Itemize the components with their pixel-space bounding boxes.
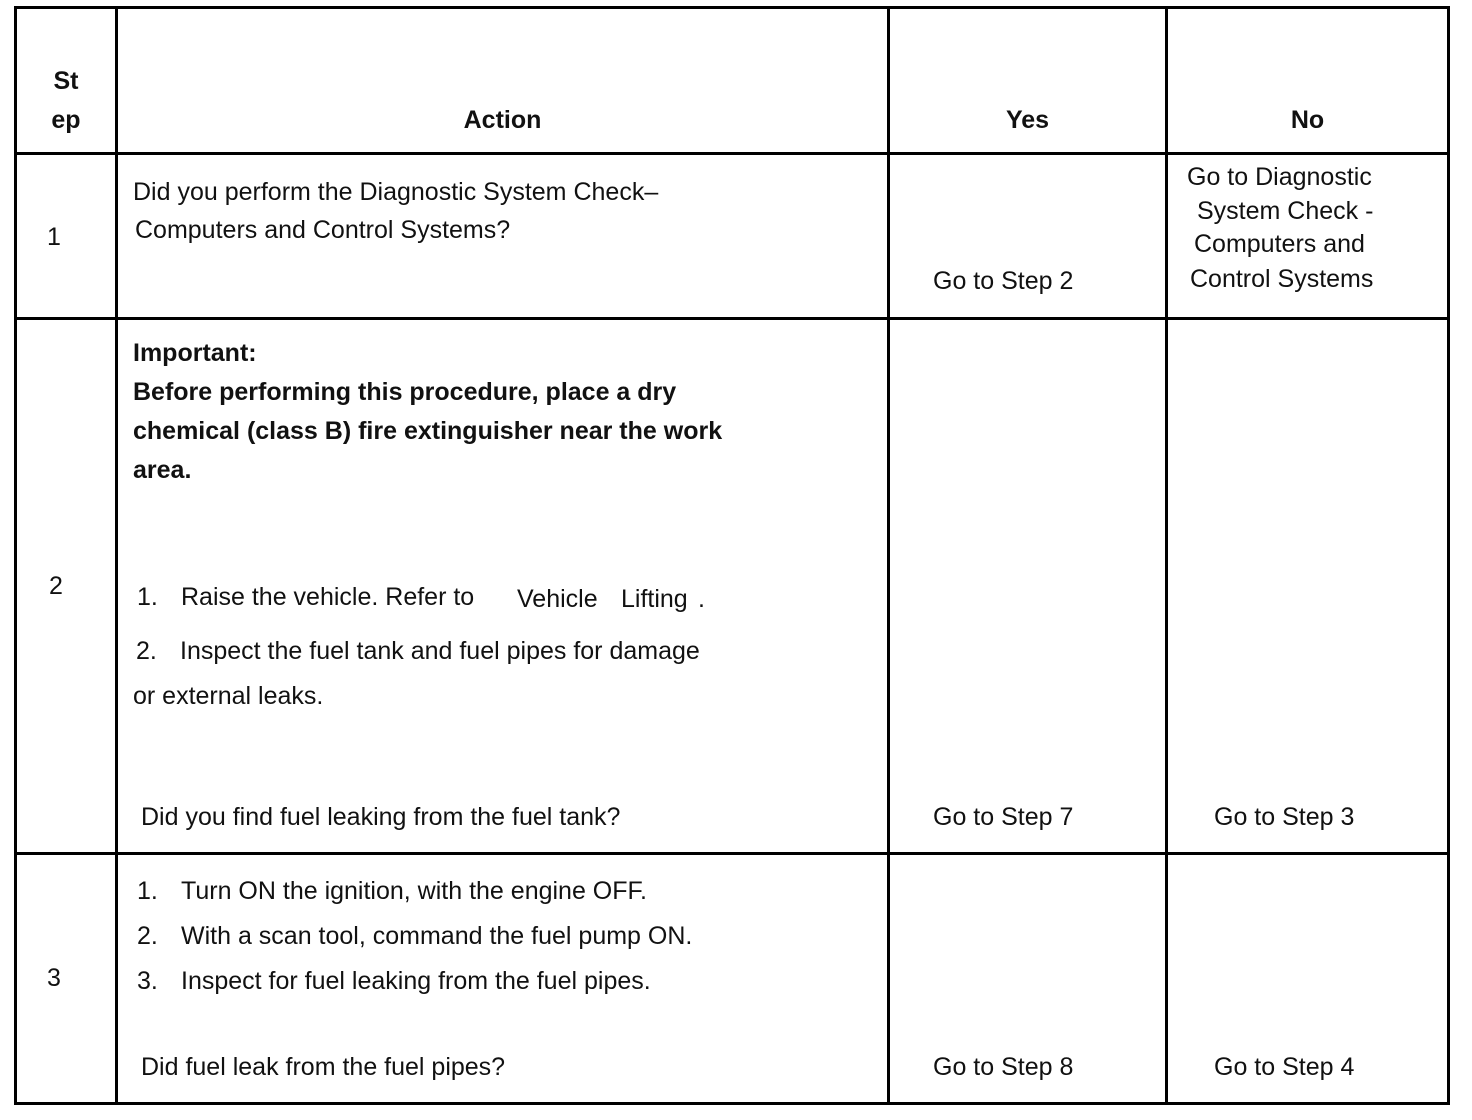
row-2-item2-text: Inspect the fuel tank and fuel pipes for damage bbox=[180, 637, 700, 665]
row-3-step: 3 bbox=[47, 964, 61, 992]
row-divider-2 bbox=[14, 852, 1450, 855]
row-1-no-line2[interactable]: System Check - bbox=[1197, 197, 1374, 225]
header-yes: Yes bbox=[1005, 106, 1050, 134]
row-2-question: Did you find fuel leaking from the fuel tank? bbox=[141, 803, 621, 831]
row-divider-1 bbox=[14, 317, 1450, 320]
row-1-action-line2: Computers and Control Systems? bbox=[135, 216, 511, 244]
vehicle-lifting-link-part1[interactable]: Vehicle bbox=[517, 585, 598, 613]
header-no: No bbox=[1290, 106, 1325, 134]
row-1-no-line4[interactable]: Control Systems bbox=[1190, 265, 1374, 293]
header-action: Action bbox=[463, 106, 542, 134]
table-border-bottom bbox=[14, 1102, 1450, 1105]
row-1-yes[interactable]: Go to Step 2 bbox=[933, 267, 1074, 295]
vehicle-lifting-link-part2[interactable]: Lifting bbox=[621, 585, 688, 613]
row-2-yes[interactable]: Go to Step 7 bbox=[933, 803, 1074, 831]
important-label: Important: bbox=[133, 339, 257, 367]
row-1-step: 1 bbox=[47, 223, 61, 251]
table-border-left bbox=[14, 6, 17, 1105]
row-3-item1-text: Turn ON the ignition, with the engine OFF. bbox=[181, 877, 647, 905]
row-1-action-line1: Did you perform the Diagnostic System Check– bbox=[133, 178, 659, 206]
table-border-right bbox=[1447, 6, 1450, 1105]
important-line2: chemical (class B) fire extinguisher near the work bbox=[133, 417, 723, 445]
row-3-question: Did fuel leak from the fuel pipes? bbox=[141, 1053, 506, 1081]
row-2-item2-continuation: or external leaks. bbox=[133, 682, 324, 710]
row-3-item2-text: With a scan tool, command the fuel pump ON. bbox=[181, 922, 693, 950]
row-3-item2-number: 2. bbox=[137, 922, 158, 950]
header-divider bbox=[14, 152, 1450, 155]
row-3-item3-text: Inspect for fuel leaking from the fuel pipes. bbox=[181, 967, 651, 995]
row-3-item1-number: 1. bbox=[137, 877, 158, 905]
row-2-item2-number: 2. bbox=[136, 637, 157, 665]
row-1-no-line1[interactable]: Go to Diagnostic bbox=[1187, 163, 1372, 191]
row-3-no[interactable]: Go to Step 4 bbox=[1214, 1053, 1355, 1081]
important-line1: Before performing this procedure, place a dry bbox=[133, 378, 677, 406]
column-divider-step bbox=[115, 6, 118, 1105]
row-3-yes[interactable]: Go to Step 8 bbox=[933, 1053, 1074, 1081]
row-2-step: 2 bbox=[49, 572, 63, 600]
row-3-item3-number: 3. bbox=[137, 967, 158, 995]
important-line3: area. bbox=[133, 456, 192, 484]
row-2-item1-text: Raise the vehicle. Refer to bbox=[181, 583, 475, 611]
row-2-item1-number: 1. bbox=[137, 583, 158, 611]
column-divider-action bbox=[887, 6, 890, 1105]
table-border-top bbox=[14, 6, 1450, 9]
row-2-item1-period: . bbox=[698, 585, 705, 613]
header-step-line2: ep bbox=[51, 106, 81, 134]
row-1-no-line3[interactable]: Computers and bbox=[1194, 230, 1365, 258]
header-step-line1: St bbox=[53, 67, 79, 95]
row-2-no[interactable]: Go to Step 3 bbox=[1214, 803, 1355, 831]
column-divider-yes bbox=[1165, 6, 1168, 1105]
